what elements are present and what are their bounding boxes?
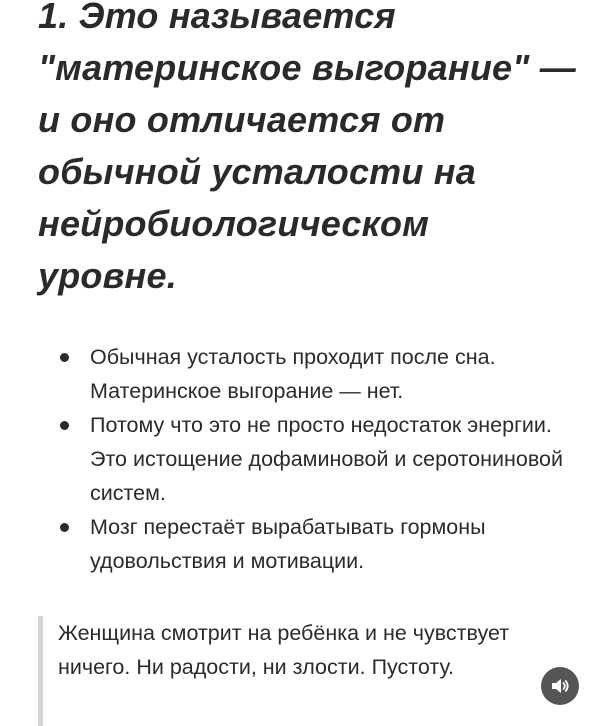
bullet-dot: [60, 523, 69, 532]
list-item: [0, 408, 600, 510]
speaker-icon: [549, 675, 571, 697]
audio-play-button[interactable]: [541, 667, 579, 705]
list-item: [0, 510, 600, 578]
list-item-text: Мозг перестаёт вырабатывать гормоны удовольствия и мотивации.: [90, 515, 486, 573]
list-item-text: Потому что это не просто недостаток энергии. Это истощение дофаминовой и серотониновой систем.: [90, 413, 563, 505]
section-heading: 1. Это называется "материнское выгорание" — и оно отличается от обычной усталости на нейробиологическом уровне.: [38, 0, 576, 296]
blockquote: [38, 616, 558, 726]
list-item: [0, 340, 600, 408]
bullet-list: [0, 340, 600, 578]
list-item-text: Обычная усталость проходит после сна. Материнское выгорание — нет.: [90, 345, 496, 403]
quote-bar: [38, 616, 43, 726]
bullet-dot: [60, 353, 69, 362]
bullet-dot: [60, 421, 69, 430]
quote-text: Женщина смотрит на ребёнка и не чувствует ничего. Ни радости, ни злости. Пустоту.: [58, 621, 510, 679]
